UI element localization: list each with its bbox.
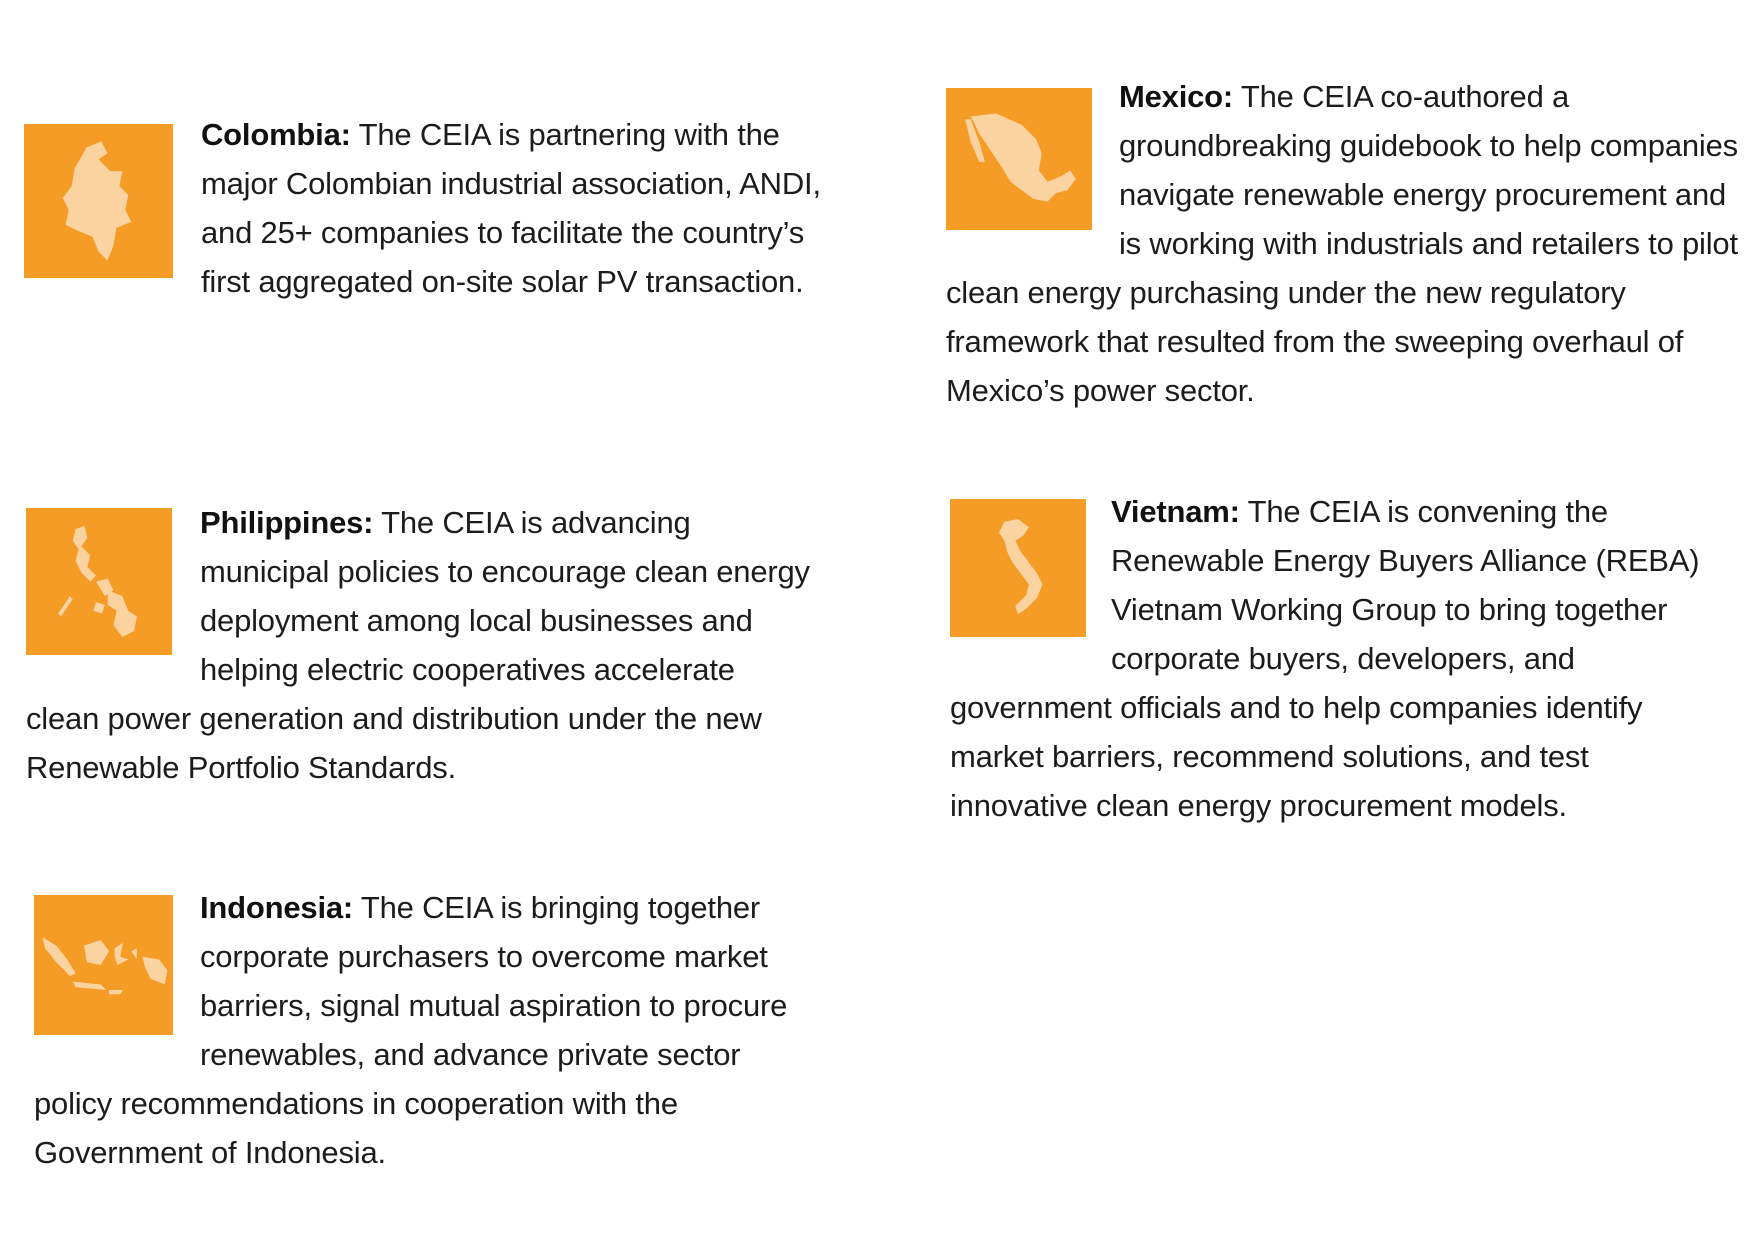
philippines-label: Philippines:: [200, 505, 374, 540]
vietnam-entry: [950, 487, 1720, 830]
mexico-map-icon: [946, 88, 1092, 230]
vietnam-description: The CEIA is convening the Renewable Energy Buyers Alliance (REBA) Vietnam Working Group to bring together corporate buyers, developers, and government officials and to help companies identify market barriers, recommend solutions, and test innovative clean energy procurement models.: [950, 494, 1700, 823]
colombia-description: The CEIA is partnering with the major Colombian industrial association, ANDI, and 25+ companies to facilitate the country’s first aggregated on-site solar PV transaction.: [201, 117, 821, 299]
mexico-label: Mexico:: [1119, 79, 1234, 114]
vietnam-label: Vietnam:: [1111, 494, 1240, 529]
philippines-description: The CEIA is advancing municipal policies to encourage clean energy deployment among local businesses and helping electric cooperatives accelerate clean power generation and distribution under the new Renewable Portfolio Standards.: [26, 505, 810, 785]
indonesia-entry: [34, 883, 804, 1177]
indonesia-description: The CEIA is bringing together corporate purchasers to overcome market barriers, signal mutual aspiration to procure renewables, and advance private sector policy recommendations in cooperation with the Government of Indonesia.: [34, 890, 788, 1170]
colombia-label: Colombia:: [201, 117, 351, 152]
colombia-entry: [24, 110, 824, 306]
colombia-map-icon: [24, 124, 173, 278]
philippines-entry: [26, 498, 816, 792]
philippines-map-icon: [26, 508, 172, 655]
vietnam-map-icon: [950, 499, 1086, 637]
mexico-entry: [946, 72, 1741, 415]
indonesia-map-icon: [34, 895, 173, 1035]
indonesia-label: Indonesia:: [200, 890, 354, 925]
mexico-description: The CEIA co-authored a groundbreaking guidebook to help companies navigate renewable energy procurement and is working with industrials and retailers to pilot clean energy purchasing under the new regulatory framework that resulted from the sweeping overhaul of Mexico’s power sector.: [946, 79, 1738, 408]
